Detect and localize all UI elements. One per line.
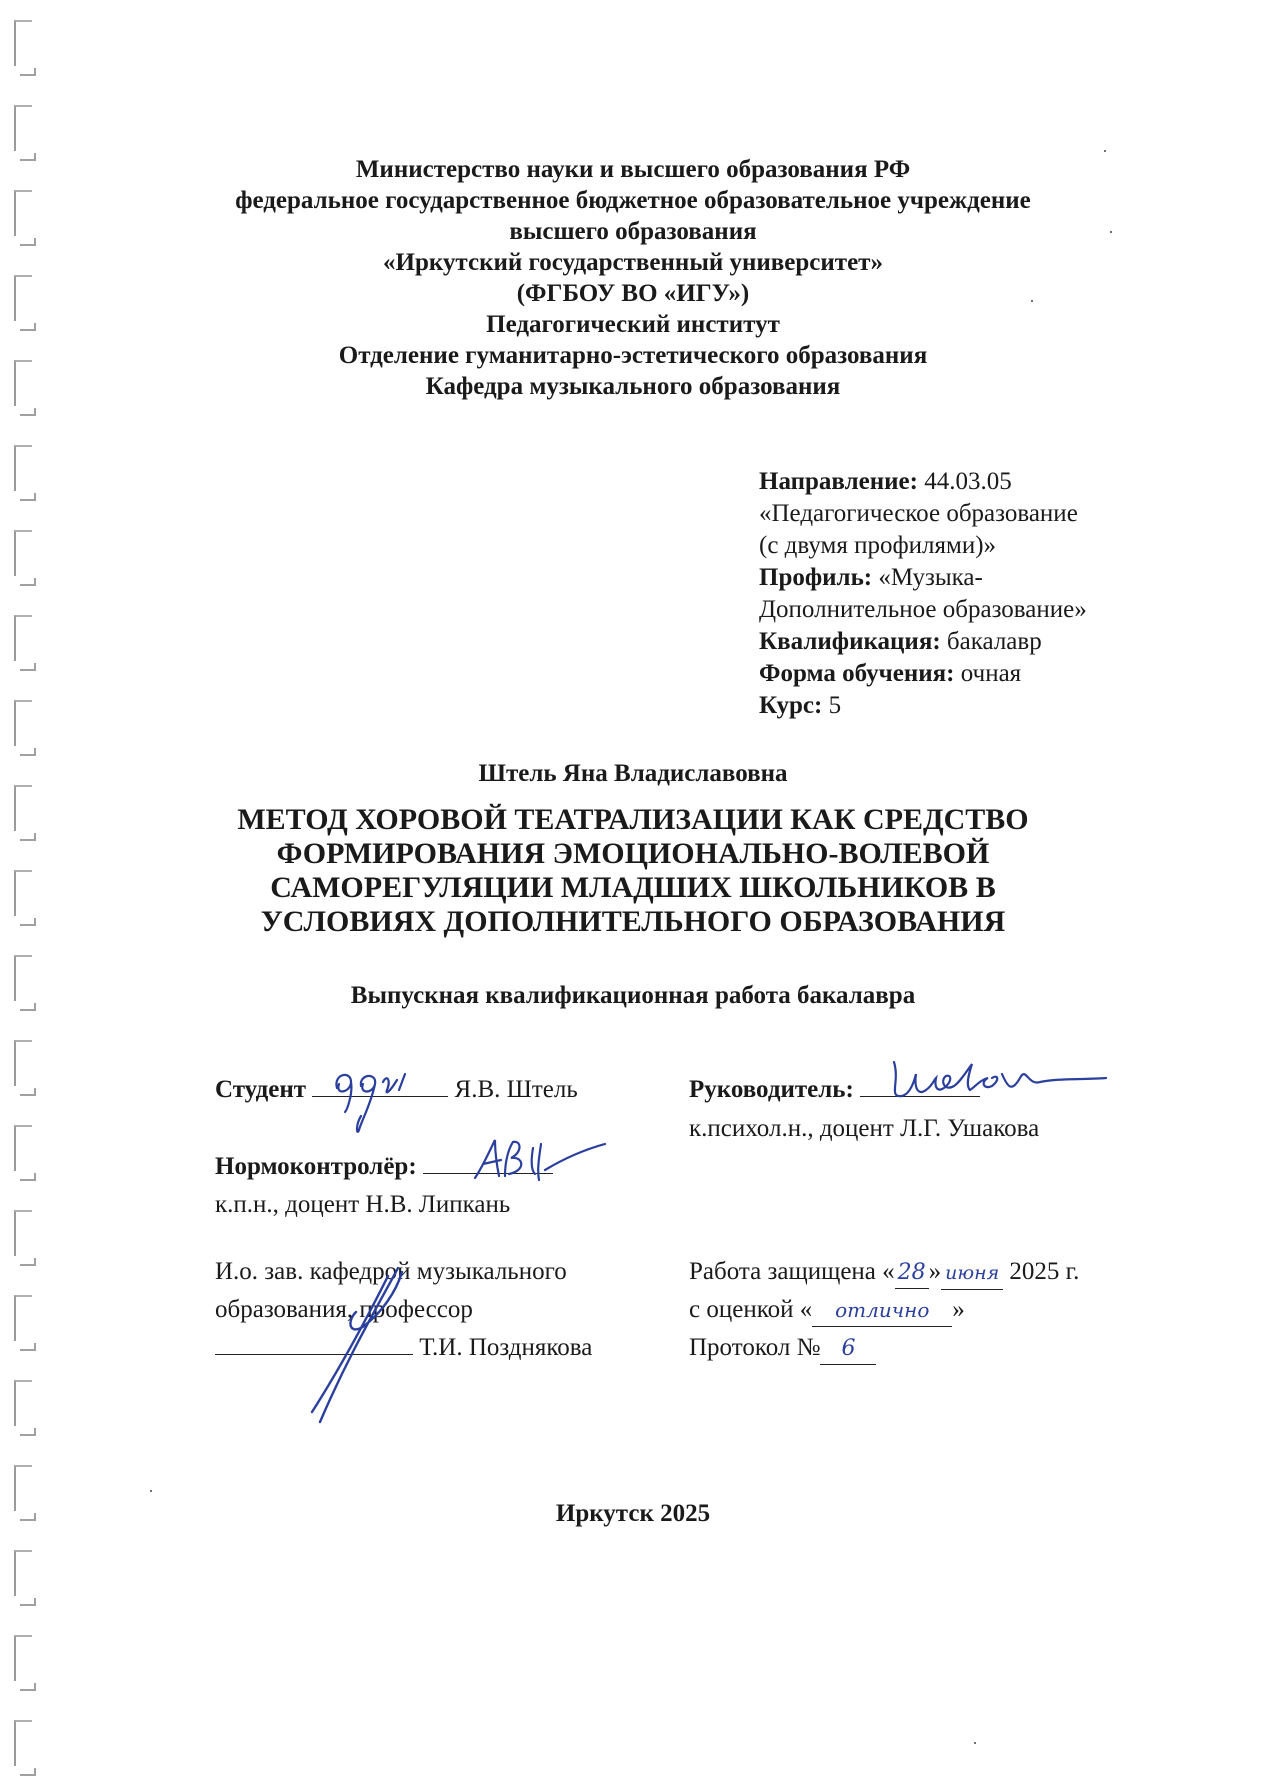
study-form-value: очная	[960, 660, 1022, 687]
profile-value: «Музыка-	[878, 564, 983, 591]
defense-mid: »	[928, 1258, 942, 1285]
title-line: УСЛОВИЯХ ДОПОЛНИТЕЛЬНОГО ОБРАЗОВАНИЯ	[260, 905, 1006, 938]
course-label: Курс:	[759, 692, 823, 719]
title-line: ФОРМИРОВАНИЯ ЭМОЦИОНАЛЬНО-ВОЛЕВОЙ	[276, 837, 990, 870]
header-line: Отделение гуманитарно-эстетического образования	[338, 342, 928, 369]
normcontrol-details: к.п.н., доцент Н.В. Липкань	[215, 1191, 511, 1218]
head-title-line2: образования, профессор	[215, 1296, 473, 1323]
grade-value: отлично	[812, 1295, 952, 1327]
study-form-label: Форма обучения:	[759, 660, 955, 687]
author-name: Штель Яна Владиславовна	[478, 760, 788, 787]
student-name: Я.В. Штель	[454, 1076, 578, 1103]
header-line: высшего образования	[509, 218, 757, 245]
protocol-label: Протокол №	[689, 1334, 821, 1361]
protocol-number: 6	[820, 1333, 876, 1365]
header-line: Министерство науки и высшего образования РФ	[355, 156, 911, 183]
defense-line	[689, 1256, 1079, 1290]
title-line: САМОРЕГУЛЯЦИИ МЛАДШИХ ШКОЛЬНИКОВ В	[270, 871, 996, 904]
head-title-line1: И.о. зав. кафедрой музыкального	[215, 1258, 567, 1285]
grade-line	[689, 1294, 965, 1327]
student-label: Студент	[215, 1076, 307, 1103]
profile-label: Профиль:	[759, 564, 873, 591]
header-line: «Иркутский государственный университет»	[383, 249, 883, 276]
grade-suffix: »	[952, 1296, 965, 1323]
title-line: МЕТОД ХОРОВОЙ ТЕАТРАЛИЗАЦИИ КАК СРЕДСТВО	[237, 803, 1029, 836]
defense-prefix: Работа защищена «	[689, 1258, 895, 1285]
header-line: федеральное государственное бюджетное образовательное учреждение	[235, 187, 1031, 214]
header-line: Кафедра музыкального образования	[425, 373, 841, 400]
direction-line: (с двумя профилями)»	[759, 532, 997, 559]
student-signature	[325, 1060, 465, 1140]
normcontrol-label: Нормоконтролёр:	[215, 1153, 417, 1180]
institution-header	[0, 154, 1266, 402]
city-year: Иркутск 2025	[555, 1500, 711, 1527]
qualification-label: Квалификация:	[759, 628, 941, 655]
defense-day: 28	[895, 1257, 929, 1289]
defense-year: 2025 г.	[1009, 1258, 1080, 1285]
supervisor-signature	[880, 1052, 1110, 1112]
grade-prefix: с оценкой «	[689, 1296, 813, 1323]
defense-month: июня	[941, 1258, 1003, 1290]
normcontrol-signature	[465, 1130, 615, 1190]
qualification-value: бакалавр	[946, 628, 1042, 655]
work-type: Выпускная квалификационная работа бакалавра	[350, 982, 916, 1009]
direction-value: 44.03.05	[924, 468, 1012, 495]
head-signature	[290, 1262, 410, 1432]
direction-line: «Педагогическое образование	[759, 500, 1078, 527]
direction-label: Направление:	[759, 468, 918, 495]
protocol-line	[689, 1332, 876, 1365]
supervisor-details: к.психол.н., доцент Л.Г. Ушакова	[689, 1115, 1040, 1142]
header-line: (ФГБОУ ВО «ИГУ»)	[516, 280, 750, 307]
profile-line: Дополнительное образование»	[759, 596, 1087, 623]
course-value: 5	[828, 692, 842, 719]
header-line: Педагогический институт	[486, 311, 780, 338]
supervisor-label: Руководитель:	[689, 1076, 854, 1103]
head-name: Т.И. Позднякова	[419, 1334, 593, 1361]
program-info	[759, 466, 1087, 722]
thesis-title	[0, 803, 1266, 939]
